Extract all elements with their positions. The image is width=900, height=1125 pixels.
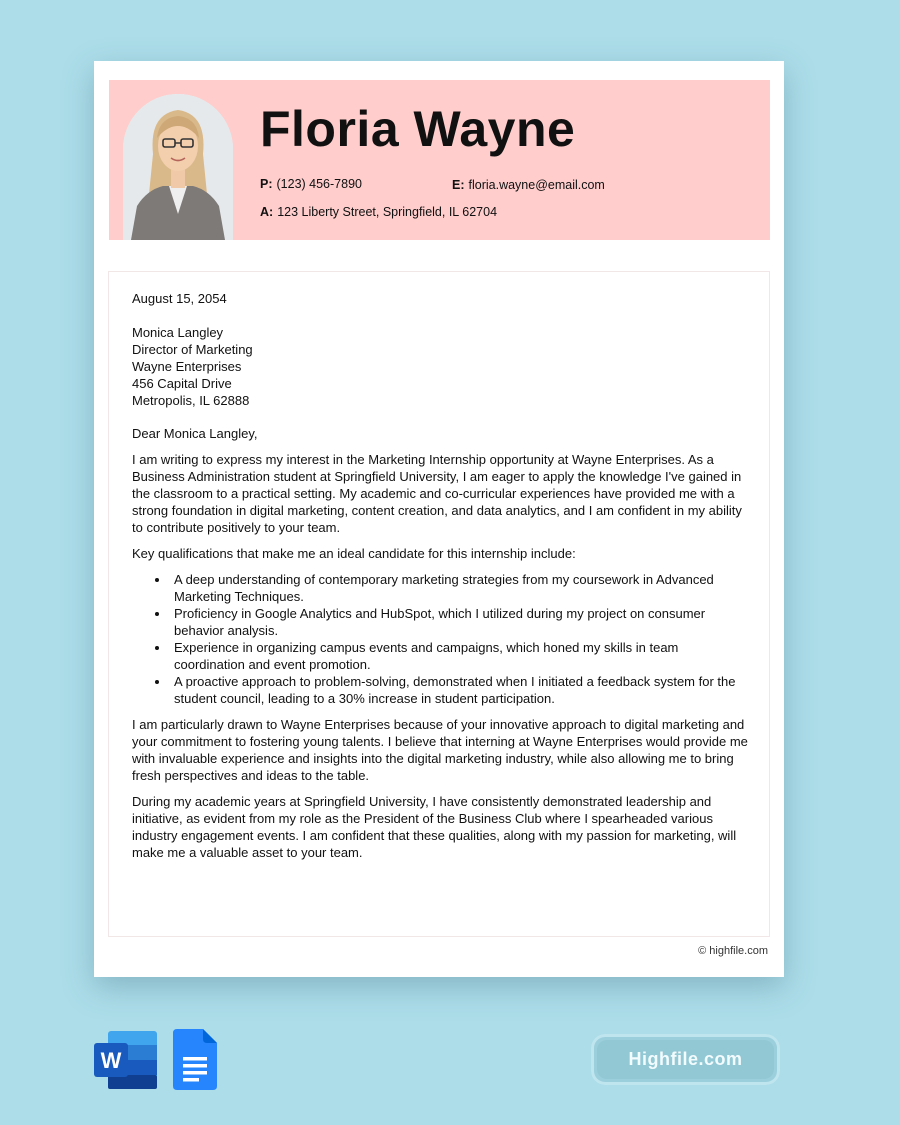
recipient-title: Director of Marketing xyxy=(132,342,253,357)
email-value: floria.wayne@email.com xyxy=(468,178,605,192)
address-label: A: xyxy=(260,205,274,219)
recipient-street: 456 Capital Drive xyxy=(132,376,232,391)
word-letter: W xyxy=(100,1048,122,1073)
phone-value: (123) 456-7890 xyxy=(276,177,362,191)
recipient-city: Metropolis, IL 62888 xyxy=(132,393,250,408)
letter-date: August 15, 2054 xyxy=(132,291,227,306)
recipient-name: Monica Langley xyxy=(132,325,224,340)
applicant-name: Floria Wayne xyxy=(260,101,576,157)
qualifications-intro: Key qualifications that make me an ideal candidate for this internship include: xyxy=(132,546,576,561)
salutation: Dear Monica Langley, xyxy=(132,426,258,441)
highfile-button-label: Highfile.com xyxy=(597,1040,774,1079)
list-item: A deep understanding of contemporary marketing strategies from my coursework in Advanced Marketing Techniques. xyxy=(174,571,750,605)
recipient-company: Wayne Enterprises xyxy=(132,359,242,374)
address-value: 123 Liberty Street, Springfield, IL 62704 xyxy=(277,205,498,219)
recipient-block xyxy=(132,324,750,409)
list-item: Proficiency in Google Analytics and HubSpot, which I utilized during my project on consumer behavior analysis. xyxy=(174,605,750,639)
email-label: E: xyxy=(452,178,465,192)
document-page xyxy=(94,61,784,977)
letter-body xyxy=(108,271,770,937)
paragraph-intro: I am writing to express my interest in the Marketing Internship opportunity at Wayne Enterprises. As a Business Administration student at Springfield University, I am eager to apply the knowledge I've gained in the classroom to a practical setting. My academic and co-curricular experiences have provided me with a strong foundation in digital marketing, content creation, and data analytics, and I am confident in my ability to contribute positively to your team. xyxy=(132,452,742,535)
contact-address xyxy=(260,205,497,219)
profile-photo xyxy=(123,94,233,240)
paragraph-leadership: During my academic years at Springfield University, I have consistently demonstrated leadership and initiative, as evident from my role as the President of the Business Club where I spearheaded various industry engagement events. I am confident that these qualities, along with my passion for marketing, will make me a valuable asset to your team. xyxy=(132,794,737,860)
contact-phone xyxy=(260,177,362,191)
header-band xyxy=(109,80,770,240)
contact-email xyxy=(452,178,605,192)
paragraph-motivation: I am particularly drawn to Wayne Enterprises because of your innovative approach to digital marketing and your commitment to fostering young talents. I believe that interning at Wayne Enterprises would provide me with invaluable experience and insights into the digital marketing industry, while also allowing me to bring fresh perspectives and ideas to the table. xyxy=(132,717,748,783)
profile-photo-illustration xyxy=(123,94,233,240)
microsoft-word-icon[interactable] xyxy=(94,1031,157,1089)
list-item: A proactive approach to problem-solving, demonstrated when I initiated a feedback system for the student council, leading to a 30% increase in student participation. xyxy=(174,673,750,707)
google-docs-icon[interactable] xyxy=(173,1029,217,1090)
phone-label: P: xyxy=(260,177,273,191)
qualifications-list xyxy=(132,571,750,707)
highfile-button[interactable] xyxy=(591,1034,780,1085)
copyright-text: © highfile.com xyxy=(698,945,768,957)
letter-content xyxy=(132,290,750,870)
list-item: Experience in organizing campus events and campaigns, which honed my skills in team coordination and event promotion. xyxy=(174,639,750,673)
